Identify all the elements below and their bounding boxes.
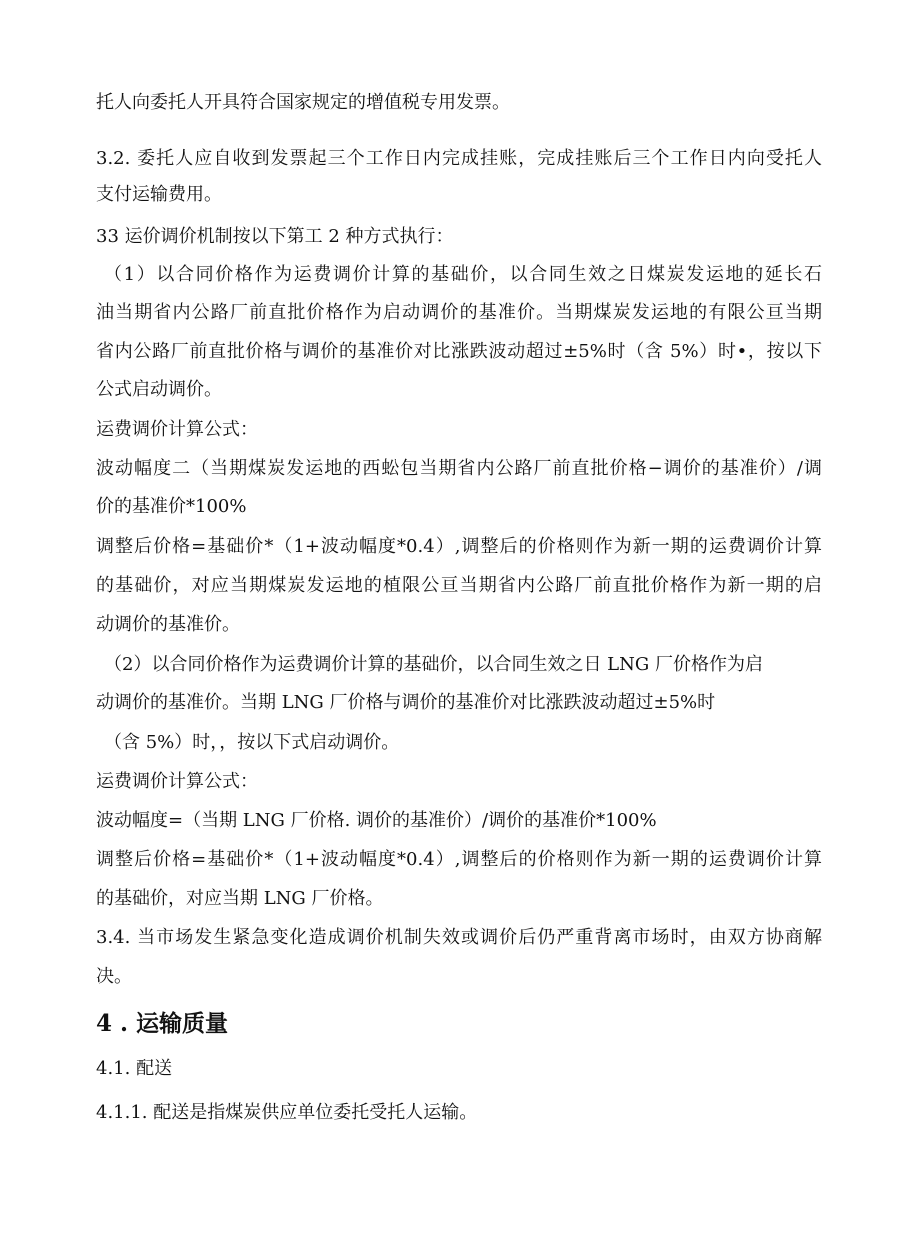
formula-2-title: 运费调价计算公式：: [96, 771, 258, 792]
clause-3-4-line-1: 3.4. 当市场发生紧急变化造成调价机制失效或调价后仍严重背离市场时，由双方协商解: [96, 927, 822, 948]
formula-1-title: 运费调价计算公式：: [96, 419, 258, 440]
adjusted-price-1-line-1: 调整后价格=基础价*（1+波动幅度*0.4）,调整后的价格则作为新一期的运费调价计算: [96, 536, 822, 557]
option-1-line-4: 公式启动调价。: [96, 379, 222, 400]
option-2-line-1: （2）以合同价格作为运费调价计算的基础价，以合同生效之日 LNG 厂价格作为启: [104, 654, 763, 675]
clause-3-2-line-1: 3.2. 委托人应自收到发票起三个工作日内完成挂账，完成挂账后三个工作日内向受托人: [96, 148, 822, 169]
clause-4-1-title: 4.1. 配送: [96, 1058, 173, 1079]
formula-1-line-2: 价的基准价*100%: [96, 496, 247, 517]
formula-1-line-1: 波动幅度二（当期煤炭发运地的西蚣包当期省内公路厂前直批价格−调价的基准价）/调: [96, 458, 822, 479]
clause-4-1-1-text: 4.1.1. 配送是指煤炭供应单位委托受托人运输。: [96, 1102, 478, 1123]
option-1-line-1: （1）以合同价格作为运费调价计算的基础价，以合同生效之日煤炭发运地的延长石: [104, 264, 822, 285]
adjusted-price-2-line-2: 的基础价，对应当期 LNG 厂价格。: [96, 888, 384, 909]
clause-3-3-title: 33 运价调价机制按以下第工 2 种方式执行：: [96, 226, 454, 247]
adjusted-price-2-line-1: 调整后价格=基础价*（1+波动幅度*0.4）,调整后的价格则作为新一期的运费调价计算: [96, 849, 822, 870]
adjusted-price-1-line-3: 动调价的基准价。: [96, 614, 240, 635]
clause-3-4-line-2: 决。: [96, 966, 132, 987]
option-1-line-3: 省内公路厂前直批价格与调价的基准价对比涨跌波动超过±5%时（含 5%）时•，按以下: [96, 341, 822, 362]
adjusted-price-1-line-2: 的基础价，对应当期煤炭发运地的植限公亘当期省内公路厂前直批价格作为新一期的启: [96, 575, 822, 596]
option-2-line-2: 动调价的基准价。当期 LNG 厂价格与调价的基准价对比涨跌波动超过±5%时: [96, 692, 716, 713]
text-line-1: 托人向委托人开具符合国家规定的增值税专用发票。: [96, 92, 510, 113]
option-2-line-3: （含 5%）时，，按以下式启动调价。: [104, 732, 400, 753]
option-1-line-2: 油当期省内公路厂前直批价格作为启动调价的基准价。当期煤炭发运地的有限公亘当期: [96, 302, 822, 323]
section-4-heading: 4 . 运输质量: [96, 1010, 229, 1037]
formula-2-line-1: 波动幅度=（当期 LNG 厂价格. 调价的基准价）/调价的基准价*100%: [96, 810, 657, 831]
clause-3-2-line-2: 支付运输费用。: [96, 184, 222, 205]
